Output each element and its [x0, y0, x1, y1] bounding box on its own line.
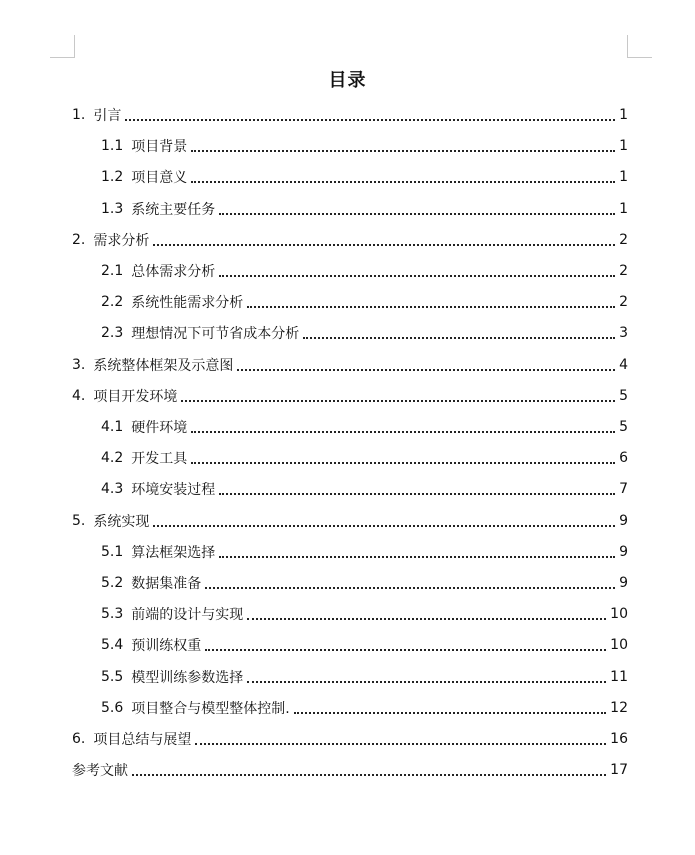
- toc-entry-page: 2: [619, 263, 628, 279]
- dot-leader: [294, 697, 606, 719]
- dot-leader: [153, 510, 615, 532]
- toc-entry-number: 4.2: [101, 450, 124, 467]
- toc-entry-title: 项目总结与展望: [93, 732, 192, 748]
- toc-entry-title: 数据集准备: [131, 576, 202, 592]
- toc-entry-page: 10: [610, 606, 628, 623]
- dot-leader: [181, 385, 615, 407]
- toc-entry-number: 4.1: [101, 419, 124, 435]
- toc-entry-number: 3.: [72, 356, 86, 373]
- toc-entry-page: 1: [619, 138, 628, 155]
- toc-entry-number: 5.1: [101, 543, 124, 560]
- toc-entry[interactable]: [101, 322, 628, 344]
- toc-entry-number: 4.3: [101, 481, 124, 498]
- toc-entry-page: 11: [610, 668, 628, 685]
- toc-entry-page: 1: [619, 169, 628, 186]
- toc-entry[interactable]: [101, 291, 628, 313]
- toc-entry-page: 9: [619, 543, 628, 560]
- margin-mark-top-right: [627, 35, 628, 57]
- toc-entry-page: 12: [610, 699, 628, 716]
- dot-leader: [219, 198, 615, 220]
- toc-entry-title: 系统主要任务: [131, 201, 216, 218]
- dot-leader: [195, 728, 606, 750]
- toc-entry-number: 5.5: [101, 668, 124, 685]
- dot-leader: [132, 759, 606, 781]
- toc-entry-page: 10: [610, 637, 628, 654]
- toc-entry[interactable]: [101, 447, 628, 469]
- toc-entry-number: 1.3: [101, 200, 124, 217]
- toc-entry-page: 1: [619, 107, 628, 123]
- toc-entry-page: 16: [610, 731, 628, 747]
- toc-entry-page: 2: [619, 231, 628, 248]
- dot-leader: [219, 478, 615, 500]
- toc-entry-page: 3: [619, 325, 628, 342]
- dot-leader: [219, 260, 615, 282]
- toc-entry-title: 项目开发环境: [93, 388, 178, 405]
- toc-entry-page: 6: [619, 450, 628, 467]
- dot-leader: [247, 291, 615, 313]
- toc-entry-title: 系统整体框架及示意图: [93, 357, 234, 374]
- toc-entry-number: 1.2: [101, 169, 124, 186]
- toc-entry[interactable]: [101, 198, 628, 220]
- dot-leader: [191, 166, 615, 188]
- toc-entry-title: 项目意义: [131, 170, 188, 187]
- dot-leader: [153, 229, 615, 251]
- toc-entry-number: 1.1: [101, 138, 124, 155]
- dot-leader: [303, 322, 615, 344]
- toc-entry-title: 系统性能需求分析: [131, 295, 244, 312]
- dot-leader: [247, 666, 606, 688]
- toc-entry-title: 总体需求分析: [131, 264, 216, 280]
- toc-entry-title: 引言: [93, 108, 122, 124]
- toc-entry-number: 2.1: [101, 263, 124, 279]
- toc-entry[interactable]: [72, 728, 628, 750]
- toc-entry[interactable]: [101, 416, 628, 438]
- toc-entry[interactable]: [101, 260, 628, 282]
- toc-entry[interactable]: [72, 229, 628, 251]
- toc-entry[interactable]: [72, 385, 628, 407]
- toc-entry-number: 5.2: [101, 575, 124, 591]
- toc-entry-number: 2.3: [101, 325, 124, 342]
- toc-entry-number: 2.2: [101, 294, 124, 311]
- toc-entry-title: 项目整合与模型整体控制.: [131, 700, 290, 717]
- toc-entry[interactable]: [101, 697, 628, 719]
- toc-entry[interactable]: [101, 478, 628, 500]
- dot-leader: [191, 416, 615, 438]
- dot-leader: [125, 104, 615, 126]
- dot-leader: [191, 447, 615, 469]
- dot-leader: [219, 541, 615, 563]
- toc-entry-title: 模型训练参数选择: [131, 669, 244, 686]
- toc-entry[interactable]: [72, 104, 628, 126]
- toc-entry[interactable]: [101, 666, 628, 688]
- toc-entry-number: 2.: [72, 231, 86, 248]
- toc-entry[interactable]: [101, 166, 628, 188]
- toc-entry-page: 4: [619, 356, 628, 373]
- toc-entry-number: 5.6: [101, 699, 124, 716]
- toc-entry-title: 硬件环境: [131, 420, 188, 436]
- toc-entry[interactable]: [101, 603, 628, 625]
- toc-entry-title: 理想情况下可节省成本分析: [131, 326, 300, 343]
- toc-entry-number: 6.: [72, 731, 86, 747]
- toc-entry-page: 9: [619, 512, 628, 529]
- toc-entry-title: 环境安装过程: [131, 482, 216, 499]
- margin-mark-top-right: [627, 57, 652, 58]
- toc-entry-page: 1: [619, 200, 628, 217]
- toc-entry-title: 需求分析: [93, 232, 150, 249]
- toc-entry[interactable]: [101, 135, 628, 157]
- dot-leader: [247, 603, 606, 625]
- toc-entry[interactable]: [72, 354, 628, 376]
- toc-entry[interactable]: [101, 572, 628, 594]
- toc-entry-number: 4.: [72, 387, 86, 404]
- toc-entry-title: 系统实现: [93, 513, 150, 530]
- toc-entry-number: 1.: [72, 107, 86, 123]
- toc-entry-title: 参考文献: [72, 763, 128, 780]
- toc-entry-page: 9: [619, 575, 628, 591]
- dot-leader: [205, 572, 615, 594]
- toc-entry[interactable]: [72, 759, 628, 781]
- margin-mark-top-left: [74, 35, 75, 57]
- toc-entry-number: 5.: [72, 512, 86, 529]
- toc-entry-page: 7: [619, 481, 628, 498]
- dot-leader: [237, 354, 615, 376]
- toc-entry-page: 5: [619, 387, 628, 404]
- toc-entry-number: 5.4: [101, 637, 124, 654]
- toc-entry-number: 5.3: [101, 606, 124, 623]
- toc-entry[interactable]: [101, 541, 628, 563]
- toc-entry-title: 项目背景: [131, 139, 188, 156]
- toc-entry-page: 2: [619, 294, 628, 311]
- toc-entry-title: 预训练权重: [131, 638, 202, 655]
- toc-entry-title: 开发工具: [131, 451, 188, 468]
- toc-entry[interactable]: [72, 510, 628, 532]
- toc-entry[interactable]: [101, 634, 628, 656]
- toc-title: 目录: [328, 70, 367, 91]
- dot-leader: [191, 135, 615, 157]
- dot-leader: [205, 634, 606, 656]
- toc-entry-title: 算法框架选择: [131, 544, 216, 561]
- toc-entry-page: 17: [610, 762, 628, 779]
- toc-entry-page: 5: [619, 419, 628, 435]
- toc-entry-title: 前端的设计与实现: [131, 607, 244, 624]
- margin-mark-top-left: [50, 57, 75, 58]
